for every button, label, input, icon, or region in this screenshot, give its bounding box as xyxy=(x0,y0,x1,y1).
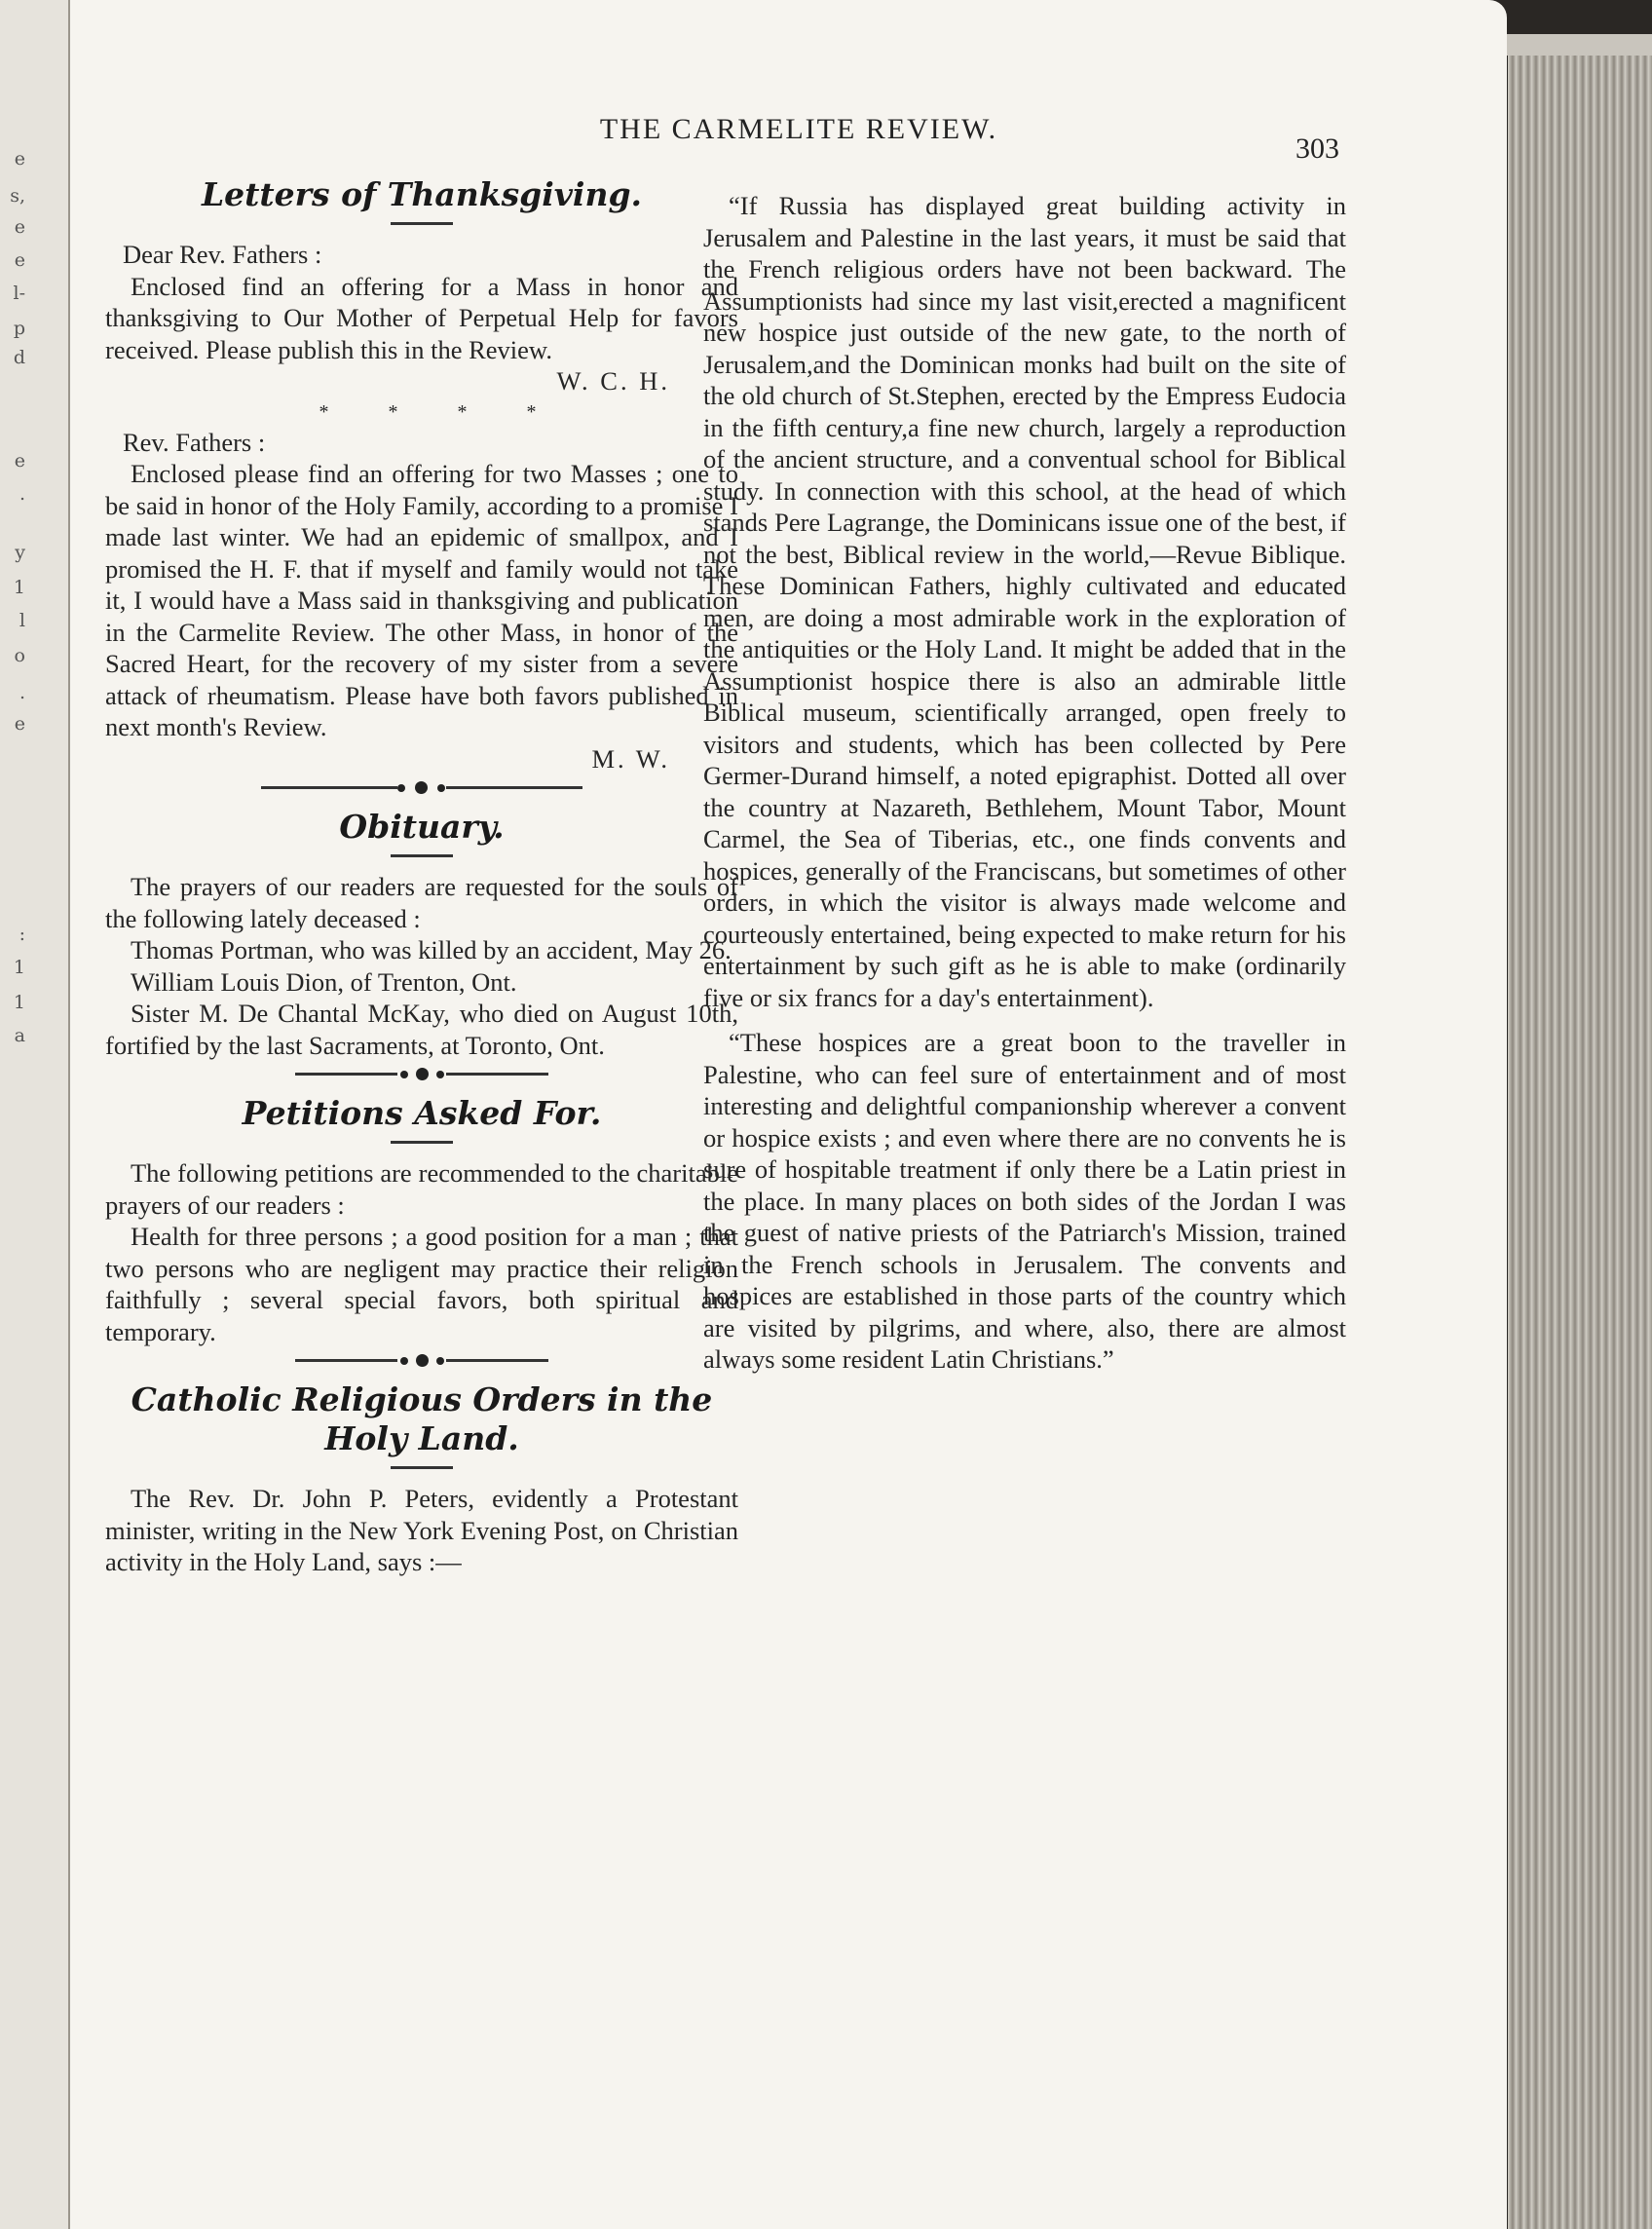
facing-page-edge xyxy=(0,0,71,2229)
ornamental-divider xyxy=(261,780,582,794)
book-page-edges xyxy=(1508,54,1652,2229)
facing-page-fragment: . xyxy=(19,682,25,703)
facing-page-fragment: 1 xyxy=(13,957,25,978)
facing-page-fragment: y xyxy=(15,542,25,563)
peters-quote-paragraph-2: “These hospices are a great boon to the traveller in Palestine, who can feel sure of entertainment and of most interesting and delightful companionship wherever a convent or hospice exists ; and even where there are no convents he is sure of hospitable treatment if only there be a Latin priest in the place. In many places on both sides of the Jordan I was the guest of native priests of the Patriarch's Mission, trained in the French schools in Jerusalem. The convents and hospices are established in those parts of the country which are visited by pilgrims, and where, also, there are almost always some resident Latin Christians.” xyxy=(703,1028,1346,1374)
facing-page-fragment: e xyxy=(14,216,25,238)
facing-page-fragment: d xyxy=(13,347,25,368)
facing-page-fragment: p xyxy=(13,318,25,339)
heading-rule xyxy=(391,1141,453,1144)
petitions-intro: The following petitions are recommended to the charitable prayers of our readers : xyxy=(105,1158,738,1220)
facing-page-fragment: e xyxy=(14,450,25,472)
letter1-body: Enclosed find an offering for a Mass in honor and thanksgiving to Our Mother of Perpetual Help for favors received. Please publish this in the Review. xyxy=(105,271,738,364)
facing-page-fragment: s, xyxy=(10,185,25,207)
facing-page-fragment: 1 xyxy=(13,577,25,598)
facing-page-fragment: l xyxy=(19,610,25,631)
peters-quote-paragraph-1: “If Russia has displayed great building activity in Jerusalem and Palestine in the last years, it must be said that the French religious orders have not been backward. The Assumptionists had since my last visit,erected a magnificent new hospice just outside of the new gate, to the north of Jerusalem,and the Dominican monks had built on the site of the old church of St.Stephen, erected by the Empress Eudocia in the fifth century,a fine new church, largely a reproduction of the ancient structure, and a conventual school for Biblical study. In connection with this school, at the head of which stands Pere Lagrange, the Dominicans issue one of the best, if not the best, Biblical review in the world,—Revue Biblique. These Dominican Fathers, highly cultivated and educated men, are doing a most admirable work in the exploration of the antiquities or the Holy Land. It might be added that in the Assumptionist hospice there is also an admirable little Biblical museum, scientifically arranged, open freely to visitors and students, which has been collected by Pere Germer-Durand himself, a noted epigraphist. Dotted all over the country at Nazareth, Bethlehem, Mount Tabor, Mount Carmel, the Sea of Tiberias, etc., one finds convents and hospices, generally of the Franciscans, but sometimes of other orders, in which the visitor is always made welcome and courteously entertained, being expected to make return for his entertainment by such gift as he is able to make (ordinarily five or six francs for a day's entertainment). xyxy=(703,191,1346,1012)
right-column xyxy=(703,190,1346,1376)
letter1-signature: W. C. H. xyxy=(556,366,670,396)
thanksgiving-heading: Letters of Thanksgiving. xyxy=(201,175,643,213)
obituary-intro: The prayers of our readers are requested for the souls of the following lately deceased : xyxy=(105,872,738,933)
letter2-salutation: Rev. Fathers : xyxy=(123,427,266,457)
catholic-orders-heading-line1: Catholic Religious Orders in the xyxy=(131,1380,713,1418)
facing-page-fragment: e xyxy=(14,148,25,170)
facing-page-fragment: : xyxy=(19,924,25,945)
obituary-entry: Thomas Portman, who was killed by an accident, May 26. xyxy=(131,935,732,964)
heading-rule xyxy=(391,222,453,225)
catholic-orders-heading-line2: Holy Land. xyxy=(324,1419,519,1457)
catholic-orders-intro: The Rev. Dr. John P. Peters, evidently a Protestant minister, writing in the New York Evening Post, on Christian activity in the Holy Land, says :— xyxy=(105,1484,738,1576)
facing-page-fragment: l- xyxy=(13,283,25,304)
asterism-separator: * * * * xyxy=(319,400,564,423)
running-title: THE CARMELITE REVIEW. xyxy=(599,113,998,145)
petitions-heading: Petitions Asked For. xyxy=(242,1094,602,1132)
heading-rule xyxy=(391,1466,453,1469)
facing-page-fragment: o xyxy=(14,645,25,666)
facing-page-fragment: . xyxy=(19,483,25,505)
letter1-salutation: Dear Rev. Fathers : xyxy=(123,240,322,269)
facing-page-fragment: e xyxy=(14,249,25,271)
page-number: 303 xyxy=(1295,132,1339,165)
facing-page-fragment: e xyxy=(14,713,25,735)
facing-page-fragment: 1 xyxy=(13,992,25,1013)
obituary-entry: William Louis Dion, of Trenton, Ont. xyxy=(131,966,517,997)
heading-rule xyxy=(391,854,453,857)
ornamental-divider xyxy=(295,1353,548,1367)
petitions-body: Health for three persons ; a good position for a man ; that two persons who are negligent may practice their religion faithfully ; several special favors, both spiritual and temporary. xyxy=(105,1222,738,1346)
letter2-body: Enclosed please find an offering for two Masses ; one to be said in honor of the Holy Family, according to a promise I made last winter. We had an epidemic of smallpox, and I promised the H. F. that if myself and family would not take it, I would have a Mass said in thanksgiving and publication in the Carmelite Review. The other Mass, in honor of the Sacred Heart, for the recovery of my sister from a severe attack of rheumatism. Please have both favors published in next month's Review. xyxy=(105,459,738,741)
facing-page-fragment: a xyxy=(14,1025,25,1046)
obituary-heading: Obituary. xyxy=(339,808,505,846)
obituary-entry: Sister M. De Chantal McKay, who died on August 10th, fortified by the last Sacraments, at Toronto, Ont. xyxy=(105,999,738,1060)
left-column xyxy=(105,175,738,1578)
letter2-signature: M. W. xyxy=(591,743,670,774)
ornamental-divider xyxy=(295,1067,548,1080)
